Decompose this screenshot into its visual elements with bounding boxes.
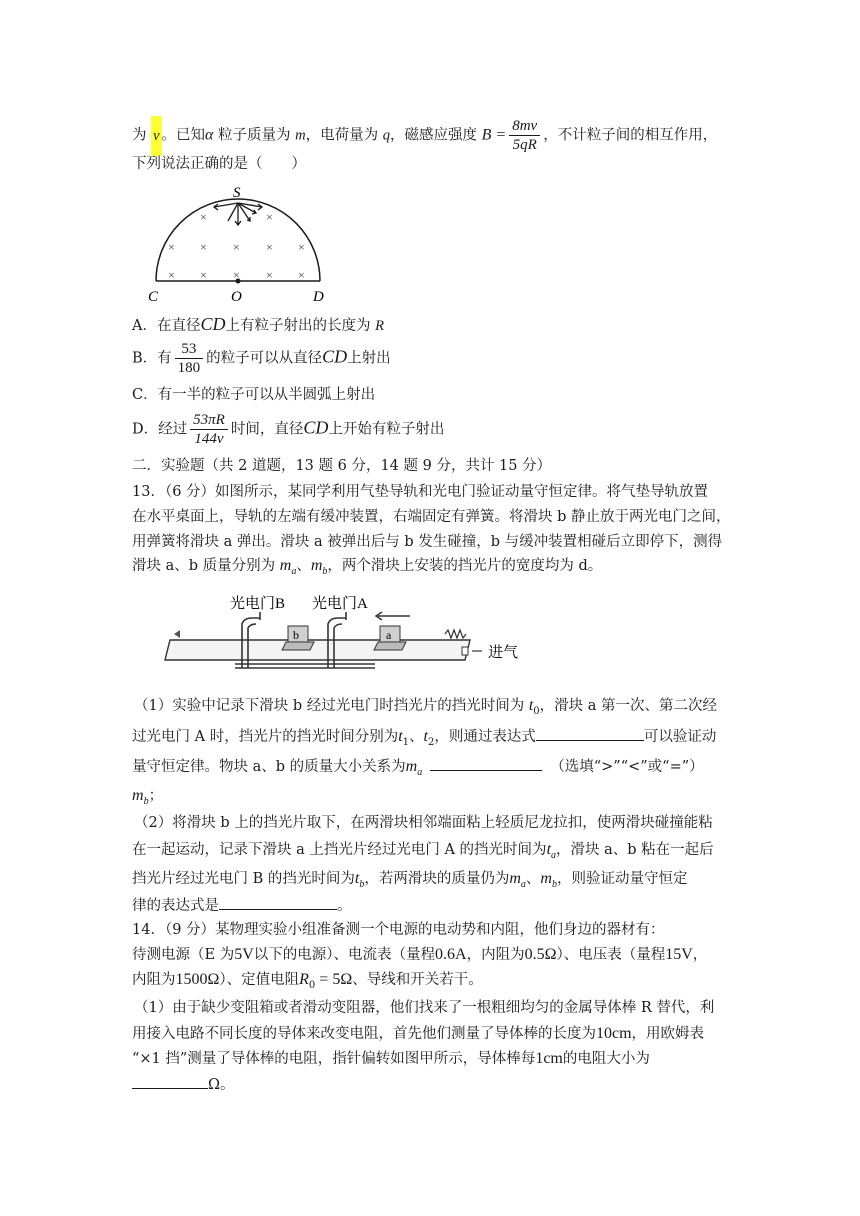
option-d-fraction: $\frac{53\pi R}{144v}$: [190, 411, 228, 448]
spring: [445, 630, 466, 638]
label-d: D: [313, 289, 324, 305]
text: ，两个滑块上安装的挡光片的宽度均为 d。: [327, 558, 603, 574]
text: ，滑块 a、b 粘在一起后: [556, 842, 714, 858]
q13-line-1: 13．（6 分）如图所示，某同学利用气垫导轨和光电门验证动量守恒定律。将气垫导轨放置: [132, 484, 709, 500]
q13-p1-line-3: 量守恒定律。物块 a、b 的质量大小关系为$m_a$ （选填“>”“<”或“=”）: [132, 758, 704, 778]
text: 以下的电源）、电流表（量程: [253, 947, 436, 963]
text: D．经过: [132, 421, 188, 438]
var-m: m: [310, 557, 323, 574]
var-m: m: [279, 557, 292, 574]
q13-p1-line-2: 过光电门 A 时，挡光片的挡光时间分别为$t_1$、$t_2$，则通过表达式 可以验证动: [132, 728, 717, 748]
cd-symbol: CD: [322, 346, 348, 367]
text: ，则通过表达式: [434, 729, 536, 745]
q12-line-1: [132, 117, 717, 154]
q13-line-3: 用弹簧将滑块 a 弹出。滑块 a 被弹出后与 b 发生碰撞，b 与缓冲装置相碰后立即停下，测得: [132, 534, 723, 550]
text: ，滑块 a 第一次、第二次经: [539, 698, 718, 714]
q14-p1-line-2: 用接入电路不同长度的导体来改变电阻，首先他们测量了导体棒的长度为10cm，用欧姆表: [132, 1025, 705, 1042]
text: 律的表达式是: [132, 898, 219, 914]
text: ）、电压表（量程: [556, 947, 666, 963]
var-r: R: [375, 318, 384, 334]
air-track-figure: [160, 588, 530, 682]
text: ，电荷量为: [305, 127, 383, 144]
text: 的粒子可以从直径: [206, 350, 323, 367]
svg-text:×: ×: [200, 240, 207, 254]
q13-p2-line-3: 挡光片经过光电门 B 的挡光时间为$t_b$，若两滑块的质量仍为$m_a$、$m_b$，则验证动量守恒定: [132, 870, 688, 890]
text: ，不计粒子间的相互作用，: [543, 127, 718, 144]
text: ，则验证动量守恒定: [556, 871, 688, 887]
cd-symbol: CD: [200, 314, 226, 334]
q13-line-2: 在水平桌面上，导轨的左端有缓冲装置，右端固定有弹簧。将滑块 b 静止放于两光电门之间，: [132, 509, 731, 525]
b-denominator: 5qR: [512, 137, 537, 153]
b-fraction: [509, 117, 540, 154]
text: 可以验证动: [643, 729, 717, 745]
answer-blank-4[interactable]: [132, 1074, 208, 1089]
block-a: [374, 626, 406, 650]
svg-text:×: ×: [298, 268, 305, 282]
var-t: t: [528, 697, 534, 714]
option-c: C．有一半的粒子可以从半圆弧上射出: [132, 387, 376, 403]
svg-text:a: a: [386, 628, 392, 642]
text: B．有: [132, 350, 172, 367]
var-q: q: [382, 127, 391, 144]
section-heading: 二．实验题（共 2 道题，13 题 6 分，14 题 9 分，共计 15 分）: [132, 458, 552, 474]
buffer: [174, 630, 180, 638]
label-s: S: [233, 185, 241, 201]
q14-line-3: 内阻为1500Ω）、定值电阻$R_0 = 5\Omega$、导线和开关若干。: [132, 971, 483, 991]
text: “×1 挡”测量了导体棒的电阻，指针偏转如图甲所示，导体棒每: [132, 1051, 536, 1067]
q14-p1-line-4: [132, 1074, 235, 1095]
text: 时间，直径: [230, 421, 304, 438]
air-inlet: [462, 647, 468, 655]
option-b: [132, 340, 391, 377]
b-numerator: 8mv: [512, 118, 538, 134]
svg-text:×: ×: [168, 268, 175, 282]
svg-text:×: ×: [200, 210, 207, 224]
semicircle-field-figure: [140, 183, 340, 305]
text: ）、定值电阻: [219, 972, 300, 988]
text: 量守恒定律。物块 a、b 的质量大小关系为: [132, 759, 406, 775]
velocity-arrows: [214, 203, 262, 225]
text: 。已知: [161, 127, 206, 144]
text: （选填“>”“<”或“=”）: [550, 759, 704, 775]
text: ，内阻为: [466, 947, 525, 963]
text: 。: [337, 898, 352, 914]
option-b-fraction: $\frac{53}{180}$: [175, 340, 204, 377]
field-marks: [168, 210, 305, 282]
svg-text:×: ×: [298, 240, 305, 254]
text: 在一起运动，记录下滑块 a 上挡光片经过光电门 A 的挡光时间为: [132, 842, 547, 858]
answer-blank-1[interactable]: [536, 726, 644, 741]
q13-p1-line-1: （1）实验中记录下滑块 b 经过光电门时挡光片的挡光时间为 $t_0$，滑块 a 第一次、第二次经: [134, 697, 718, 717]
q14-p1-line-3: “×1 挡”测量了导体棒的电阻，指针偏转如图甲所示，导体棒每1cm的电阻大小为: [132, 1050, 650, 1067]
q13-p1-line-4: $m_b$；: [132, 787, 164, 807]
q14-line-2: 待测电源（E 为5V以下的电源）、电流表（量程0.6A，内阻为0.5Ω）、电压表（量程15V，: [132, 946, 708, 963]
highlighted-v: v: [151, 116, 161, 156]
svg-text:×: ×: [266, 240, 273, 254]
cd-symbol: CD: [303, 417, 329, 438]
q13-p2-line-4: [132, 895, 352, 916]
b-equation: B =: [481, 126, 507, 144]
text: 为: [132, 127, 152, 144]
svg-text:×: ×: [233, 268, 240, 282]
text: 内阻为: [132, 972, 176, 988]
text: 上射出: [347, 350, 391, 367]
answer-blank-2[interactable]: [430, 756, 542, 771]
text: （1）实验中记录下滑块 b 经过光电门时挡光片的挡光时间为: [134, 698, 529, 714]
text: 、: [296, 558, 311, 574]
text: 用接入电路不同长度的导体来改变电阻，首先他们测量了导体棒的长度为: [132, 1026, 596, 1042]
text: 待测电源（E 为: [132, 947, 235, 963]
label-c: C: [148, 289, 159, 305]
text: 上开始有粒子射出: [328, 421, 445, 438]
svg-text:×: ×: [168, 240, 175, 254]
q13-line-4: 滑块 a、b 质量分别为 $m_a$、$m_b$，两个滑块上安装的挡光片的宽度均为 d。: [132, 557, 603, 577]
svg-text:×: ×: [233, 240, 240, 254]
q13-p2-line-1: （2）将滑块 b 上的挡光片取下，在两滑块相邻端面粘上轻质尼龙拉扣，使两滑块碰撞能粘: [134, 815, 713, 831]
q12-line-2: 下列说法正确的是（ ）: [132, 156, 306, 172]
text: 上有粒子射出的长度为: [225, 318, 376, 334]
gate-a-label: 光电门A: [312, 596, 368, 612]
option-a: [132, 314, 384, 336]
var-m: m: [295, 127, 306, 144]
svg-text:×: ×: [200, 268, 207, 282]
svg-text:b: b: [293, 628, 299, 642]
text: 滑块 a、b 质量分别为: [132, 558, 280, 574]
text: 挡光片经过光电门 B 的挡光时间为: [132, 871, 355, 887]
text: Ω。: [208, 1077, 235, 1093]
option-d: [132, 411, 444, 448]
text: ，若两滑块的质量仍为: [364, 871, 510, 887]
q13-p2-line-2: 在一起运动，记录下滑块 a 上挡光片经过光电门 A 的挡光时间为$t_a$，滑块 a、b 粘在一起后: [132, 841, 714, 861]
q14-p1-line-1: （1）由于缺少变阻箱或者滑动变阻器，他们找来了一根粗细均匀的金属导体棒 R 替代，利: [134, 1000, 715, 1016]
text: 、导线和开关若干。: [352, 972, 483, 988]
label-o: O: [231, 289, 242, 305]
svg-text:×: ×: [266, 210, 273, 224]
text: A．在直径: [132, 318, 201, 334]
track: [165, 640, 470, 668]
alpha-symbol: α: [205, 126, 214, 144]
gate-b-label: 光电门B: [230, 596, 286, 612]
text: ；: [148, 788, 164, 804]
air-label: 进气: [488, 645, 519, 661]
svg-text:×: ×: [266, 268, 273, 282]
text: 粒子质量为: [213, 127, 296, 144]
text: ，磁感应强度: [390, 127, 482, 144]
text: 过光电门 A 时，挡光片的挡光时间分别为: [132, 729, 399, 745]
answer-blank-3[interactable]: [219, 895, 337, 910]
text: ，用欧姆表: [631, 1026, 705, 1042]
text: 的电阻大小为: [562, 1051, 650, 1067]
text: ，: [692, 947, 708, 963]
block-b: [282, 626, 314, 650]
q14-line-1: 14．（9 分）某物理实验小组准备测一个电源的电动势和内阻，他们身边的器材有：: [132, 922, 665, 938]
